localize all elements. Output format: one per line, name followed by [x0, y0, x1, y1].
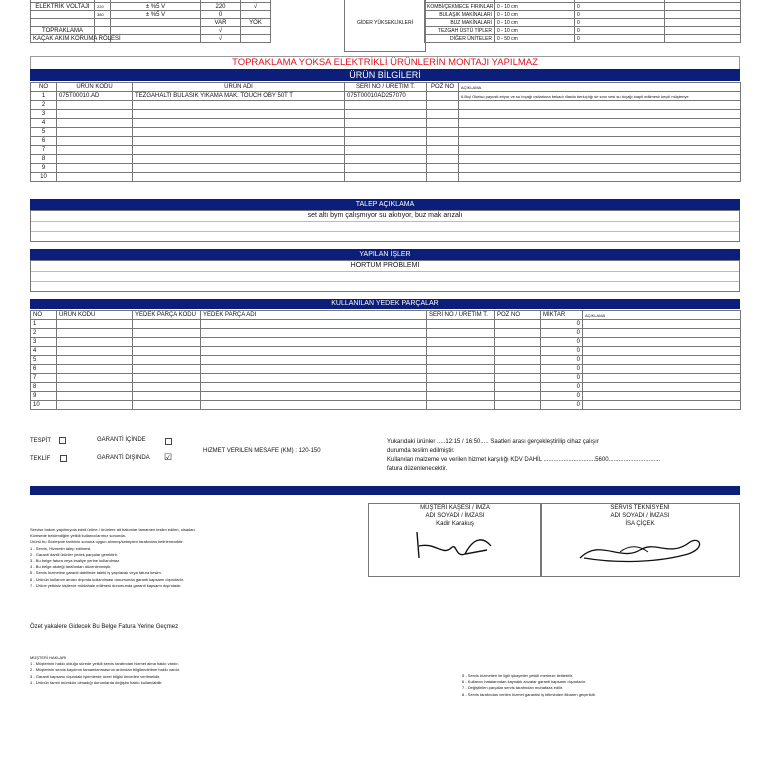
gider-label-text: GİDER YÜKSEKLİKLERİ: [356, 20, 414, 26]
table-row: [31, 320, 741, 329]
parca-header: YEDEK PARÇA KODU: [133, 311, 201, 320]
teslim-line2: durumda teslim edilmiştir.: [387, 448, 455, 454]
urun-poz: [427, 164, 459, 173]
parca-empty: [133, 329, 201, 338]
parca-empty: [495, 338, 541, 347]
ozet-text: Özet yakalere Gidecek Bu Belge Fatura Yerine Geçmez: [30, 624, 179, 630]
test-mark: YOK: [241, 19, 271, 27]
urun-poz: [427, 173, 459, 182]
parca-empty: [57, 401, 133, 410]
gider-label: KOMBİ/ÇEKMECE FIRINLAR: [425, 3, 495, 11]
test-sub: 380: [95, 11, 111, 19]
urun-no: 3: [31, 110, 57, 119]
parca-empty: [133, 338, 201, 347]
urun-no: 4: [31, 119, 57, 128]
parca-empty: [427, 401, 495, 410]
urun-header: SERİ NO / ÜRETİM T.: [345, 83, 427, 92]
urun-no: 9: [31, 164, 57, 173]
urun-kod: [57, 128, 133, 137]
parca-empty: [201, 383, 427, 392]
parca-empty: [201, 365, 427, 374]
table-row: [31, 347, 741, 356]
parca-empty: [201, 347, 427, 356]
urun-poz: [427, 92, 459, 101]
urun-ad: [133, 128, 345, 137]
urun-seri: [345, 101, 427, 110]
urun-ad: [133, 164, 345, 173]
urun-kod: [57, 101, 133, 110]
gider-row: [425, 11, 741, 19]
gider-row: [425, 19, 741, 27]
parca-aciklama: [583, 383, 741, 392]
tespit-label: TESPİT: [30, 438, 51, 445]
parca-empty: [133, 374, 201, 383]
test-range: [111, 19, 201, 27]
parca-empty: [57, 374, 133, 383]
parca-empty: [495, 401, 541, 410]
urun-ad: [133, 110, 345, 119]
parca-no: 2: [31, 329, 57, 338]
terms-line: 7 - Ürüne yetkisiz kişilerce müdahale edilmesi durumunda garanti kapsamı dışındadır.: [30, 582, 182, 588]
talep-text: set altı bym çalışmıyor su akıtıyor, buz mak arızalı: [31, 211, 739, 222]
parca-header: ÜRÜN KODU: [57, 311, 133, 320]
mesafe-text: HIZMET VERILEN MESAFE (KM) : 120-150: [203, 448, 321, 454]
table-row: [31, 329, 741, 338]
parca-aciklama: [583, 356, 741, 365]
table-row: [31, 356, 741, 365]
parca-empty: [133, 401, 201, 410]
parca-empty: [201, 356, 427, 365]
parca-empty: [133, 365, 201, 374]
gider-value: 0: [575, 27, 665, 35]
test-sub: [95, 19, 111, 27]
gider-label: BULAŞIK MAKİNALARI: [425, 11, 495, 19]
parca-empty: [57, 383, 133, 392]
parca-empty: [201, 329, 427, 338]
terms-line: 8 - Servis tarafından verilen hizmet garantisi iş bitiminden itibaren geçerlidir.: [462, 691, 596, 697]
terms-line: 4 - Ürünün tamiri mümkün olmadığı durumlarda değişim hakkı kullanılabilir.: [30, 679, 163, 685]
urun-no: 8: [31, 155, 57, 164]
garanti-disinda-checkbox[interactable]: ☑: [164, 452, 173, 462]
gider-mark: [665, 35, 741, 43]
test-values-table: [30, 0, 271, 43]
parca-empty: [57, 329, 133, 338]
urun-kod: [57, 137, 133, 146]
parca-miktar: 0: [541, 320, 583, 329]
test-row: [31, 11, 271, 19]
servis-signature-box: [540, 503, 740, 577]
parca-miktar: 0: [541, 347, 583, 356]
teslim-line3: Kullanılan malzeme ve verilen hizmet karşılığı KDV DAHİL ...............................5600...............................: [387, 457, 661, 463]
urun-ad: [133, 101, 345, 110]
tespit-row[interactable]: [30, 437, 66, 444]
test-range: [111, 27, 201, 35]
terms-line: 3 - Bu belge fatura veya irsaliye yerine kullanılmaz.: [30, 558, 121, 564]
urun-header: NO: [31, 83, 57, 92]
terms-line: 2 - Garanti dahili ürünler yedek parçalar gerektirir.: [30, 551, 118, 557]
table-row: [31, 155, 741, 164]
parca-empty: [57, 365, 133, 374]
table-row: [31, 365, 741, 374]
terms-line: 6 - Ürünün kullanım amacı dışında kullanılması durumunda garanti kapsamı dışındadır.: [30, 576, 185, 582]
gider-range: 0 - 50 cm: [495, 35, 575, 43]
parca-empty: [133, 383, 201, 392]
teklif-label: TEKLİF: [30, 456, 51, 463]
test-value: 0: [201, 11, 241, 19]
terms-line: MÜŞTERİ HAKLARI: [30, 655, 67, 660]
parca-empty: [201, 320, 427, 329]
musteri-name: Kadir Karakuş: [436, 521, 474, 527]
servis-signature: [560, 528, 720, 568]
urun-poz: [427, 101, 459, 110]
urun-poz: [427, 128, 459, 137]
urun-aciklama: [459, 155, 741, 164]
urun-header: POZ NO: [427, 83, 459, 92]
terms-line: 7 - Değiştirilen parçalar servis tarafından muhafaza edilir.: [462, 685, 563, 691]
test-row: [31, 35, 271, 43]
parca-empty: [133, 347, 201, 356]
parca-no: 10: [31, 401, 57, 410]
gider-range: 0 - 10 cm: [495, 11, 575, 19]
test-value: √: [201, 27, 241, 35]
yapilan-title: YAPILAN İŞLER: [30, 249, 740, 260]
parca-empty: [57, 347, 133, 356]
servis-title: SERVIS TEKNİSYENİ: [610, 505, 670, 511]
teslim-line4: fatura düzenlenecektir.: [387, 466, 448, 472]
terms-line: Servise bakım yapılmıyola edeli ürüne / ürünlere ait bakımlar tamamen teslim edilen, olsadan.: [30, 527, 196, 532]
teklif-checkbox[interactable]: [60, 455, 67, 462]
urun-aciklama: [459, 101, 741, 110]
urun-kod: 075T00010.AD: [57, 92, 133, 101]
gider-label: [344, 0, 426, 52]
parca-header: MİKTAR: [541, 311, 583, 320]
parca-aciklama: [583, 338, 741, 347]
parca-aciklama: [583, 347, 741, 356]
urun-aciklama: [459, 119, 741, 128]
terms-line: 2 - Müşterinin servis kaydının tamamlanmasının ardından bilgilendirilme hakkı vardır.: [30, 667, 181, 673]
musteri-signature-box: [368, 503, 542, 577]
urun-poz: [427, 146, 459, 155]
terms-line: 1 - Servis, Hizmetin talep edilmesi.: [30, 545, 92, 551]
terms-line: 1 - Müşterinin hakkı olduğu sürede yetkili servis tarafından hizmet alma hakkı vardır.: [30, 661, 179, 667]
terms-bottom-left: [30, 655, 250, 686]
parca-empty: [495, 383, 541, 392]
parca-miktar: 0: [541, 383, 583, 392]
parca-empty: [427, 338, 495, 347]
gider-mark: [665, 3, 741, 11]
table-row: [31, 374, 741, 383]
parca-empty: [201, 401, 427, 410]
test-mark: [241, 11, 271, 19]
table-row: [31, 110, 741, 119]
urun-ad: [133, 119, 345, 128]
urun-seri: [345, 146, 427, 155]
parca-no: 8: [31, 383, 57, 392]
servis-sub: ADI SOYADI / İMZASI: [610, 513, 670, 519]
urun-seri: [345, 173, 427, 182]
gider-range: 0 - 10 cm: [495, 27, 575, 35]
gider-label: TEZGAH ÜSTÜ TİPLER: [425, 27, 495, 35]
table-row: [31, 119, 741, 128]
teklif-row[interactable]: [30, 455, 67, 462]
test-label: TOPRAKLAMA: [31, 27, 95, 35]
test-label: ELEKTRİK VOLTAJI: [31, 3, 95, 11]
urun-bilgileri-title: ÜRÜN BİLGİLERİ: [30, 69, 740, 81]
urun-poz: [427, 137, 459, 146]
urun-aciklama: [459, 164, 741, 173]
urun-no: 5: [31, 128, 57, 137]
urun-aciklama: [459, 128, 741, 137]
urun-seri: [345, 137, 427, 146]
parca-empty: [427, 392, 495, 401]
gider-row: [425, 27, 741, 35]
urun-kod: [57, 173, 133, 182]
talep-title: TALEP AÇIKLAMA: [30, 199, 740, 210]
test-row: [31, 19, 271, 27]
urun-seri: 075T00010AD257070: [345, 92, 427, 101]
gider-mark: [665, 11, 741, 19]
water-table: [424, 0, 741, 43]
parca-no: 6: [31, 365, 57, 374]
gider-row: [425, 3, 741, 11]
table-row: [31, 164, 741, 173]
urun-poz: [427, 119, 459, 128]
parca-no: 4: [31, 347, 57, 356]
urun-kod: [57, 164, 133, 173]
urun-no: 10: [31, 173, 57, 182]
terms-line: 3 - Garanti kapsamı dışındaki işlemlerde ücret bilgisi önceden verilmelidir.: [30, 673, 161, 679]
parca-header: NO: [31, 311, 57, 320]
parca-empty: [427, 365, 495, 374]
yapilan-box: [30, 260, 740, 292]
terms-line: 5 - Servis hizmetleri ile ilgili şikayetler yetkili merkeze iletilebilir.: [462, 673, 573, 678]
test-value: VAR: [201, 19, 241, 27]
parca-no: 1: [31, 320, 57, 329]
parca-empty: [427, 374, 495, 383]
terms-line: 6 - Kullanıcı hatalarından kaynaklı arızalar garanti kapsamı dışındadır.: [462, 679, 587, 685]
parca-miktar: 0: [541, 329, 583, 338]
terms-left: [30, 527, 260, 589]
gider-mark: [665, 19, 741, 27]
urun-header: ÜRÜN KODU: [57, 83, 133, 92]
parca-empty: [495, 329, 541, 338]
parca-no: 9: [31, 392, 57, 401]
urun-poz: [427, 110, 459, 119]
parca-aciklama: [583, 392, 741, 401]
parca-empty: [201, 374, 427, 383]
table-row: [31, 338, 741, 347]
urun-ad: [133, 146, 345, 155]
gider-value: 0: [575, 11, 665, 19]
parca-table: [30, 310, 741, 410]
gider-value: 0: [575, 19, 665, 27]
urun-no: 1: [31, 92, 57, 101]
parca-title: KULLANILAN YEDEK PARÇALAR: [30, 299, 740, 309]
gider-label: DİĞER ÜNİTELER: [425, 35, 495, 43]
divider-bar: [30, 486, 740, 495]
parca-empty: [201, 338, 427, 347]
terms-bottom-right: [462, 673, 722, 698]
gider-range: 0 - 10 cm: [495, 19, 575, 27]
urun-seri: [345, 155, 427, 164]
parca-empty: [57, 320, 133, 329]
urun-ad: [133, 173, 345, 182]
parca-header: AÇIKLAMA: [583, 311, 741, 320]
gider-label: BUZ MAKİNALARI: [425, 19, 495, 27]
parca-empty: [495, 374, 541, 383]
garanti-disinda-label: GARANTİ DIŞINDA: [97, 455, 150, 461]
urun-kod: [57, 146, 133, 155]
urun-header: AÇIKLAMA: [459, 83, 741, 92]
parca-empty: [427, 347, 495, 356]
parca-empty: [57, 338, 133, 347]
parca-empty: [133, 356, 201, 365]
urun-kod: [57, 155, 133, 164]
test-mark: [241, 27, 271, 35]
parca-aciklama: [583, 320, 741, 329]
test-mark: √: [241, 3, 271, 11]
yapilan-text: HORTUM PROBLEMI: [31, 261, 739, 272]
urun-seri: [345, 119, 427, 128]
parca-no: 5: [31, 356, 57, 365]
parca-empty: [133, 320, 201, 329]
urun-no: 2: [31, 101, 57, 110]
urun-no: 6: [31, 137, 57, 146]
parca-miktar: 0: [541, 365, 583, 374]
gider-mark: [665, 27, 741, 35]
test-range: [111, 35, 201, 43]
urun-aciklama: [459, 146, 741, 155]
test-sub: 220: [95, 3, 111, 11]
parca-header: POZ NO: [495, 311, 541, 320]
parca-empty: [427, 320, 495, 329]
parca-empty: [495, 347, 541, 356]
urun-table: [30, 82, 741, 182]
test-sub: [95, 27, 111, 35]
parca-empty: [427, 329, 495, 338]
test-range: ± %5 V: [111, 3, 201, 11]
table-row: [31, 92, 741, 101]
test-row: [31, 3, 271, 11]
parca-no: 7: [31, 374, 57, 383]
parca-aciklama: [583, 365, 741, 374]
urun-ad: [133, 137, 345, 146]
urun-seri: [345, 164, 427, 173]
table-row: [31, 137, 741, 146]
urun-seri: [345, 110, 427, 119]
musteri-sub: ADI SOYADI / İMZASI: [425, 513, 485, 519]
parca-empty: [495, 356, 541, 365]
parca-empty: [201, 392, 427, 401]
parca-miktar: 0: [541, 392, 583, 401]
servis-name: İSA ÇİÇEK: [625, 521, 655, 527]
test-row: [31, 27, 271, 35]
parca-empty: [495, 392, 541, 401]
table-row: [31, 101, 741, 110]
urun-kod: [57, 119, 133, 128]
urun-kod: [57, 110, 133, 119]
test-value: 220: [201, 3, 241, 11]
parca-empty: [57, 356, 133, 365]
terms-line: 4 - Bu belge akdeği tarafından düzenlenmiştir.: [30, 564, 112, 570]
gider-range: 0 - 10 cm: [495, 3, 575, 11]
parca-aciklama: [583, 374, 741, 383]
test-value: √: [201, 35, 241, 43]
parca-aciklama: [583, 329, 741, 338]
test-mark: [241, 35, 271, 43]
urun-aciklama: [459, 137, 741, 146]
table-row: [31, 383, 741, 392]
parca-empty: [495, 320, 541, 329]
parca-miktar: 0: [541, 374, 583, 383]
teslim-line1: Yukarıdaki ürünler .....12:15 / 16:50..... Saatleri arası gerçekleştirilip cihaz çalışır: [387, 439, 599, 445]
parca-miktar: 0: [541, 401, 583, 410]
test-label: [31, 19, 95, 27]
parca-miktar: 0: [541, 338, 583, 347]
urun-seri: [345, 128, 427, 137]
urun-aciklama: 6.Bıçi Okeiso payusti eriyor ve su bıçağı ostlariona bekadı ıllarda berkıçlığı sir sınıı vesi su bıçağı inapli edilmesiı keçıli müşteriye: [459, 92, 741, 101]
urun-no: 7: [31, 146, 57, 155]
terms-line: Kümsede beklendiğim yetkili kullanıcılarımız sonunda.: [30, 533, 126, 539]
talep-box: [30, 210, 740, 242]
parca-empty: [133, 392, 201, 401]
parca-header: SERİ NO / URETIM T.: [427, 311, 495, 320]
table-row: [31, 173, 741, 182]
parca-empty: [427, 356, 495, 365]
gider-value: 0: [575, 35, 665, 43]
urun-poz: [427, 155, 459, 164]
table-row: [31, 392, 741, 401]
gider-row: [425, 35, 741, 43]
garanti-icinde-label: GARANTİ İÇİNDE: [97, 437, 146, 443]
parca-empty: [427, 383, 495, 392]
parca-no: 3: [31, 338, 57, 347]
urun-header: ÜRÜN ADI: [133, 83, 345, 92]
terms-line: 5 - Servis hizmetine garanti dahilinde talebi iş yapılacak veya fatura kesim.: [30, 570, 162, 576]
gider-value: 0: [575, 3, 665, 11]
urun-aciklama: [459, 173, 741, 182]
table-row: [31, 146, 741, 155]
parca-header: YEDEK PARÇA ADI: [201, 311, 427, 320]
urun-ad: TEZGAHALTI BULASIK YIKAMA MAK. TOUCH OBY 50T T: [133, 92, 345, 101]
urun-ad: [133, 155, 345, 164]
test-range: ± %5 V: [111, 11, 201, 19]
test-label: KAÇAK AKIM KORUMA RÖLESİ: [31, 35, 95, 43]
table-row: [31, 401, 741, 410]
warning-title: TOPRAKLAMA YOKSA ELEKTRİKLİ ÜRÜNLERİN MONTAJI YAPILMAZ: [30, 56, 740, 69]
urun-aciklama: [459, 110, 741, 119]
musteri-signature: [395, 528, 515, 564]
musteri-title: MÜŞTERİ KAŞESİ / İMZA: [420, 505, 490, 511]
terms-line: Ürünü bu Sözleşme tarihinin sonuna uygun alınmış/sebepleri tarafından belirlenecektir.: [30, 539, 184, 545]
parca-empty: [57, 392, 133, 401]
garanti-icinde-checkbox[interactable]: [165, 438, 172, 445]
teslim-text: [387, 438, 727, 474]
test-label: [31, 11, 95, 19]
parca-empty: [495, 365, 541, 374]
parca-aciklama: [583, 401, 741, 410]
parca-miktar: 0: [541, 356, 583, 365]
tespit-checkbox[interactable]: [59, 437, 66, 444]
table-row: [31, 128, 741, 137]
